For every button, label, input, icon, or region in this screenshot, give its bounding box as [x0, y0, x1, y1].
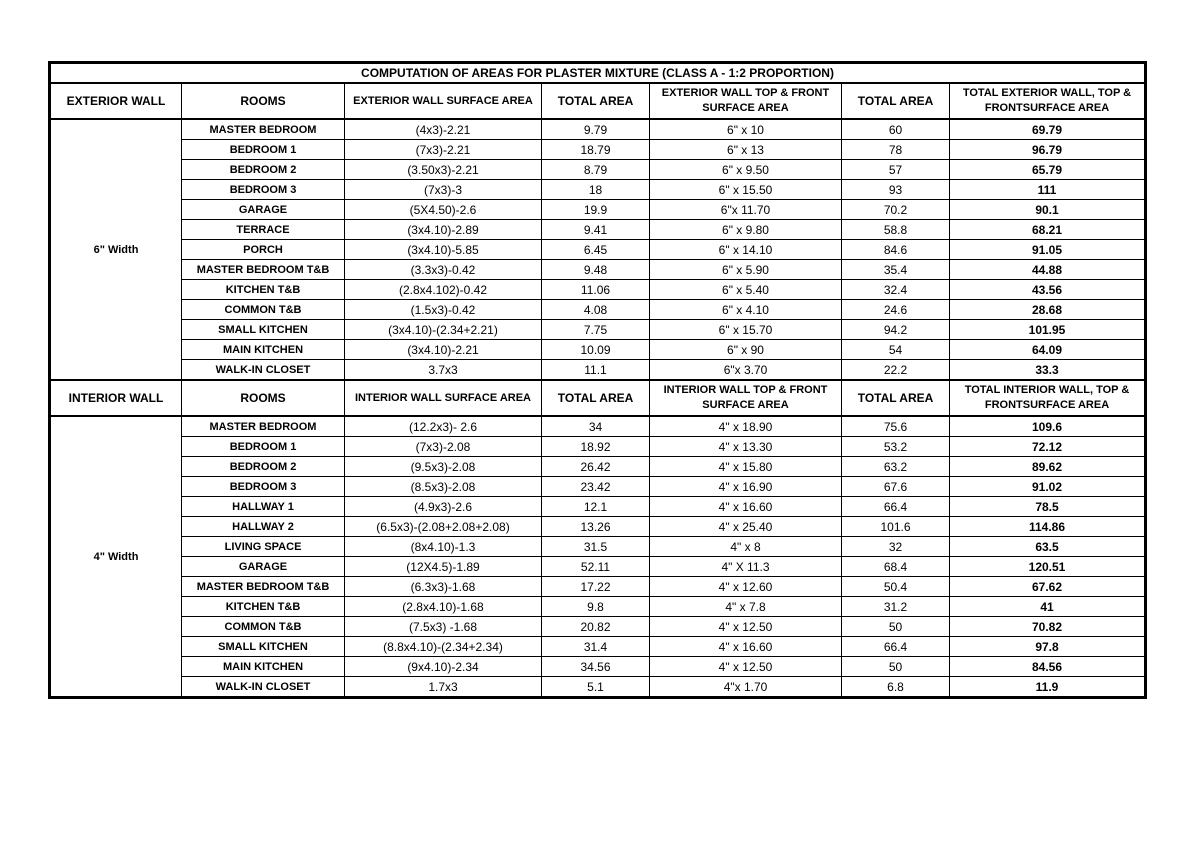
table-row [50, 180, 1146, 200]
wall-surface-formula: (5X4.50)-2.6 [345, 200, 542, 220]
total-area: 12.1 [542, 497, 650, 517]
table-row [50, 617, 1146, 637]
interior-top-front-surface-area-header: INTERIOR WALL TOP & FRONT SURFACE AREA [650, 380, 842, 416]
total-area: 5.1 [542, 677, 650, 698]
top-front-formula: 4" x 16.60 [650, 497, 842, 517]
room-name: MAIN KITCHEN [182, 657, 345, 677]
top-front-formula: 4" x 7.8 [650, 597, 842, 617]
room-name: WALK-IN CLOSET [182, 677, 345, 698]
total-area: 34.56 [542, 657, 650, 677]
top-front-total: 84.6 [842, 240, 950, 260]
top-front-total: 31.2 [842, 597, 950, 617]
total-area: 9.41 [542, 220, 650, 240]
table-row [50, 517, 1146, 537]
total-area: 9.48 [542, 260, 650, 280]
total-area: 9.8 [542, 597, 650, 617]
top-front-total: 70.2 [842, 200, 950, 220]
table-row [50, 557, 1146, 577]
room-name: BEDROOM 2 [182, 457, 345, 477]
wall-surface-formula: (9x4.10)-2.34 [345, 657, 542, 677]
total-area: 31.4 [542, 637, 650, 657]
room-name: GARAGE [182, 200, 345, 220]
grand-total: 90.1 [950, 200, 1146, 220]
wall-surface-formula: (9.5x3)-2.08 [345, 457, 542, 477]
top-front-total: 50.4 [842, 577, 950, 597]
total-area: 18.92 [542, 437, 650, 457]
grand-total: 72.12 [950, 437, 1146, 457]
wall-surface-formula: (1.5x3)-0.42 [345, 300, 542, 320]
top-front-formula: 4" x 12.50 [650, 617, 842, 637]
top-front-formula: 6" x 13 [650, 140, 842, 160]
room-name: SMALL KITCHEN [182, 637, 345, 657]
total-area: 8.79 [542, 160, 650, 180]
top-front-formula: 6"x 11.70 [650, 200, 842, 220]
top-front-formula: 4" x 13.30 [650, 437, 842, 457]
room-name: MASTER BEDROOM [182, 119, 345, 140]
wall-surface-formula: (6.3x3)-1.68 [345, 577, 542, 597]
grand-total: 33.3 [950, 360, 1146, 381]
top-front-formula: 6" x 15.50 [650, 180, 842, 200]
table-row [50, 160, 1146, 180]
wall-surface-formula: (7x3)-2.08 [345, 437, 542, 457]
table-row [50, 200, 1146, 220]
plaster-areas-table [48, 61, 1147, 699]
top-front-total: 94.2 [842, 320, 950, 340]
interior-total-area-header: TOTAL AREA [542, 380, 650, 416]
grand-total: 65.79 [950, 160, 1146, 180]
table-title: COMPUTATION OF AREAS FOR PLASTER MIXTURE (CLASS A - 1:2 PROPORTION) [50, 63, 1146, 84]
exterior-wall-type-header: EXTERIOR WALL [50, 83, 182, 119]
wall-surface-formula: (8.8x4.10)-(2.34+2.34) [345, 637, 542, 657]
top-front-total: 75.6 [842, 416, 950, 437]
total-area: 31.5 [542, 537, 650, 557]
grand-total: 78.5 [950, 497, 1146, 517]
top-front-total: 66.4 [842, 637, 950, 657]
top-front-total: 93 [842, 180, 950, 200]
room-name: COMMON T&B [182, 300, 345, 320]
exterior-header-row [50, 83, 1146, 119]
wall-surface-formula: (8x4.10)-1.3 [345, 537, 542, 557]
top-front-total: 50 [842, 617, 950, 637]
exterior-grand-total-area-header: TOTAL EXTERIOR WALL, TOP & FRONTSURFACE AREA [950, 83, 1146, 119]
total-area: 6.45 [542, 240, 650, 260]
top-front-formula: 4" x 12.50 [650, 657, 842, 677]
wall-surface-formula: (12X4.5)-1.89 [345, 557, 542, 577]
grand-total: 91.02 [950, 477, 1146, 497]
top-front-formula: 6" x 9.50 [650, 160, 842, 180]
total-area: 20.82 [542, 617, 650, 637]
grand-total: 28.68 [950, 300, 1146, 320]
room-name: BEDROOM 3 [182, 477, 345, 497]
top-front-total: 22.2 [842, 360, 950, 381]
top-front-total: 68.4 [842, 557, 950, 577]
wall-surface-formula: 1.7x3 [345, 677, 542, 698]
interior-top-front-total-area-header: TOTAL AREA [842, 380, 950, 416]
top-front-formula: 6" x 10 [650, 119, 842, 140]
total-area: 10.09 [542, 340, 650, 360]
grand-total: 84.56 [950, 657, 1146, 677]
table-row [50, 260, 1146, 280]
total-area: 18 [542, 180, 650, 200]
table-title-row [50, 63, 1146, 84]
wall-surface-formula: (3.3x3)-0.42 [345, 260, 542, 280]
room-name: MASTER BEDROOM T&B [182, 577, 345, 597]
wall-surface-formula: (7x3)-3 [345, 180, 542, 200]
total-area: 18.79 [542, 140, 650, 160]
top-front-total: 67.6 [842, 477, 950, 497]
total-area: 11.06 [542, 280, 650, 300]
table-row [50, 597, 1146, 617]
exterior-top-front-total-area-header: TOTAL AREA [842, 83, 950, 119]
exterior-wall-width-label: 6" Width [50, 119, 182, 380]
top-front-total: 58.8 [842, 220, 950, 240]
table-row [50, 657, 1146, 677]
grand-total: 120.51 [950, 557, 1146, 577]
room-name: LIVING SPACE [182, 537, 345, 557]
table-row [50, 280, 1146, 300]
top-front-formula: 4" x 15.80 [650, 457, 842, 477]
wall-surface-formula: 3.7x3 [345, 360, 542, 381]
grand-total: 111 [950, 180, 1146, 200]
room-name: COMMON T&B [182, 617, 345, 637]
top-front-formula: 6" x 9.80 [650, 220, 842, 240]
room-name: KITCHEN T&B [182, 597, 345, 617]
wall-surface-formula: (4.9x3)-2.6 [345, 497, 542, 517]
top-front-total: 78 [842, 140, 950, 160]
top-front-formula: 6" x 15.70 [650, 320, 842, 340]
room-name: MASTER BEDROOM [182, 416, 345, 437]
table-row [50, 457, 1146, 477]
total-area: 52.11 [542, 557, 650, 577]
grand-total: 43.56 [950, 280, 1146, 300]
top-front-formula: 4" x 16.60 [650, 637, 842, 657]
table-row [50, 416, 1146, 437]
total-area: 11.1 [542, 360, 650, 381]
total-area: 4.08 [542, 300, 650, 320]
top-front-formula: 6" x 4.10 [650, 300, 842, 320]
grand-total: 89.62 [950, 457, 1146, 477]
grand-total: 63.5 [950, 537, 1146, 557]
total-area: 23.42 [542, 477, 650, 497]
wall-surface-formula: (8.5x3)-2.08 [345, 477, 542, 497]
grand-total: 11.9 [950, 677, 1146, 698]
top-front-total: 57 [842, 160, 950, 180]
grand-total: 101.95 [950, 320, 1146, 340]
table-row [50, 240, 1146, 260]
top-front-formula: 4" x 18.90 [650, 416, 842, 437]
grand-total: 109.6 [950, 416, 1146, 437]
top-front-formula: 4" x 16.90 [650, 477, 842, 497]
top-front-formula: 4" x 25.40 [650, 517, 842, 537]
top-front-total: 35.4 [842, 260, 950, 280]
grand-total: 64.09 [950, 340, 1146, 360]
top-front-total: 6.8 [842, 677, 950, 698]
top-front-formula: 6" x 5.40 [650, 280, 842, 300]
table-row [50, 637, 1146, 657]
room-name: MASTER BEDROOM T&B [182, 260, 345, 280]
exterior-rooms-header: ROOMS [182, 83, 345, 119]
table-row [50, 119, 1146, 140]
table-row [50, 340, 1146, 360]
grand-total: 41 [950, 597, 1146, 617]
table-row [50, 220, 1146, 240]
room-name: KITCHEN T&B [182, 280, 345, 300]
interior-rooms-header: ROOMS [182, 380, 345, 416]
room-name: BEDROOM 3 [182, 180, 345, 200]
top-front-total: 54 [842, 340, 950, 360]
top-front-formula: 6"x 3.70 [650, 360, 842, 381]
exterior-top-front-surface-area-header: EXTERIOR WALL TOP & FRONT SURFACE AREA [650, 83, 842, 119]
wall-surface-formula: (3x4.10)-2.21 [345, 340, 542, 360]
total-area: 26.42 [542, 457, 650, 477]
exterior-wall-surface-area-header: EXTERIOR WALL SURFACE AREA [345, 83, 542, 119]
wall-surface-formula: (2.8x4.102)-0.42 [345, 280, 542, 300]
grand-total: 97.8 [950, 637, 1146, 657]
interior-wall-type-header: INTERIOR WALL [50, 380, 182, 416]
top-front-formula: 4" X 11.3 [650, 557, 842, 577]
table-row [50, 300, 1146, 320]
top-front-formula: 6" x 90 [650, 340, 842, 360]
top-front-total: 32.4 [842, 280, 950, 300]
table-row [50, 140, 1146, 160]
room-name: MAIN KITCHEN [182, 340, 345, 360]
wall-surface-formula: (6.5x3)-(2.08+2.08+2.08) [345, 517, 542, 537]
total-area: 13.26 [542, 517, 650, 537]
wall-surface-formula: (3.50x3)-2.21 [345, 160, 542, 180]
top-front-formula: 6" x 14.10 [650, 240, 842, 260]
top-front-formula: 4" x 12.60 [650, 577, 842, 597]
room-name: BEDROOM 2 [182, 160, 345, 180]
top-front-formula: 4" x 8 [650, 537, 842, 557]
wall-surface-formula: (3x4.10)-5.85 [345, 240, 542, 260]
table-row [50, 497, 1146, 517]
room-name: TERRACE [182, 220, 345, 240]
top-front-total: 60 [842, 119, 950, 140]
grand-total: 67.62 [950, 577, 1146, 597]
grand-total: 70.82 [950, 617, 1146, 637]
wall-surface-formula: (3x4.10)-2.89 [345, 220, 542, 240]
table-row [50, 437, 1146, 457]
grand-total: 114.86 [950, 517, 1146, 537]
top-front-total: 32 [842, 537, 950, 557]
interior-wall-surface-area-header: INTERIOR WALL SURFACE AREA [345, 380, 542, 416]
wall-surface-formula: (4x3)-2.21 [345, 119, 542, 140]
interior-wall-width-label: 4" Width [50, 416, 182, 698]
total-area: 19.9 [542, 200, 650, 220]
wall-surface-formula: (7x3)-2.21 [345, 140, 542, 160]
total-area: 34 [542, 416, 650, 437]
room-name: GARAGE [182, 557, 345, 577]
total-area: 7.75 [542, 320, 650, 340]
grand-total: 96.79 [950, 140, 1146, 160]
room-name: BEDROOM 1 [182, 140, 345, 160]
table-row [50, 577, 1146, 597]
top-front-total: 24.6 [842, 300, 950, 320]
grand-total: 91.05 [950, 240, 1146, 260]
room-name: WALK-IN CLOSET [182, 360, 345, 381]
top-front-formula: 4"x 1.70 [650, 677, 842, 698]
top-front-total: 101.6 [842, 517, 950, 537]
wall-surface-formula: (7.5x3) -1.68 [345, 617, 542, 637]
wall-surface-formula: (3x4.10)-(2.34+2.21) [345, 320, 542, 340]
top-front-formula: 6" x 5.90 [650, 260, 842, 280]
interior-header-row [50, 380, 1146, 416]
wall-surface-formula: (2.8x4.10)-1.68 [345, 597, 542, 617]
plaster-areas-sheet [48, 61, 1144, 699]
table-row [50, 360, 1146, 381]
table-row [50, 477, 1146, 497]
room-name: HALLWAY 2 [182, 517, 345, 537]
table-row [50, 320, 1146, 340]
top-front-total: 50 [842, 657, 950, 677]
total-area: 17.22 [542, 577, 650, 597]
table-row [50, 677, 1146, 698]
table-row [50, 537, 1146, 557]
grand-total: 44.88 [950, 260, 1146, 280]
wall-surface-formula: (12.2x3)- 2.6 [345, 416, 542, 437]
grand-total: 68.21 [950, 220, 1146, 240]
exterior-total-area-header: TOTAL AREA [542, 83, 650, 119]
top-front-total: 66.4 [842, 497, 950, 517]
room-name: SMALL KITCHEN [182, 320, 345, 340]
top-front-total: 63.2 [842, 457, 950, 477]
grand-total: 69.79 [950, 119, 1146, 140]
room-name: BEDROOM 1 [182, 437, 345, 457]
room-name: PORCH [182, 240, 345, 260]
interior-grand-total-area-header: TOTAL INTERIOR WALL, TOP & FRONTSURFACE AREA [950, 380, 1146, 416]
total-area: 9.79 [542, 119, 650, 140]
top-front-total: 53.2 [842, 437, 950, 457]
room-name: HALLWAY 1 [182, 497, 345, 517]
